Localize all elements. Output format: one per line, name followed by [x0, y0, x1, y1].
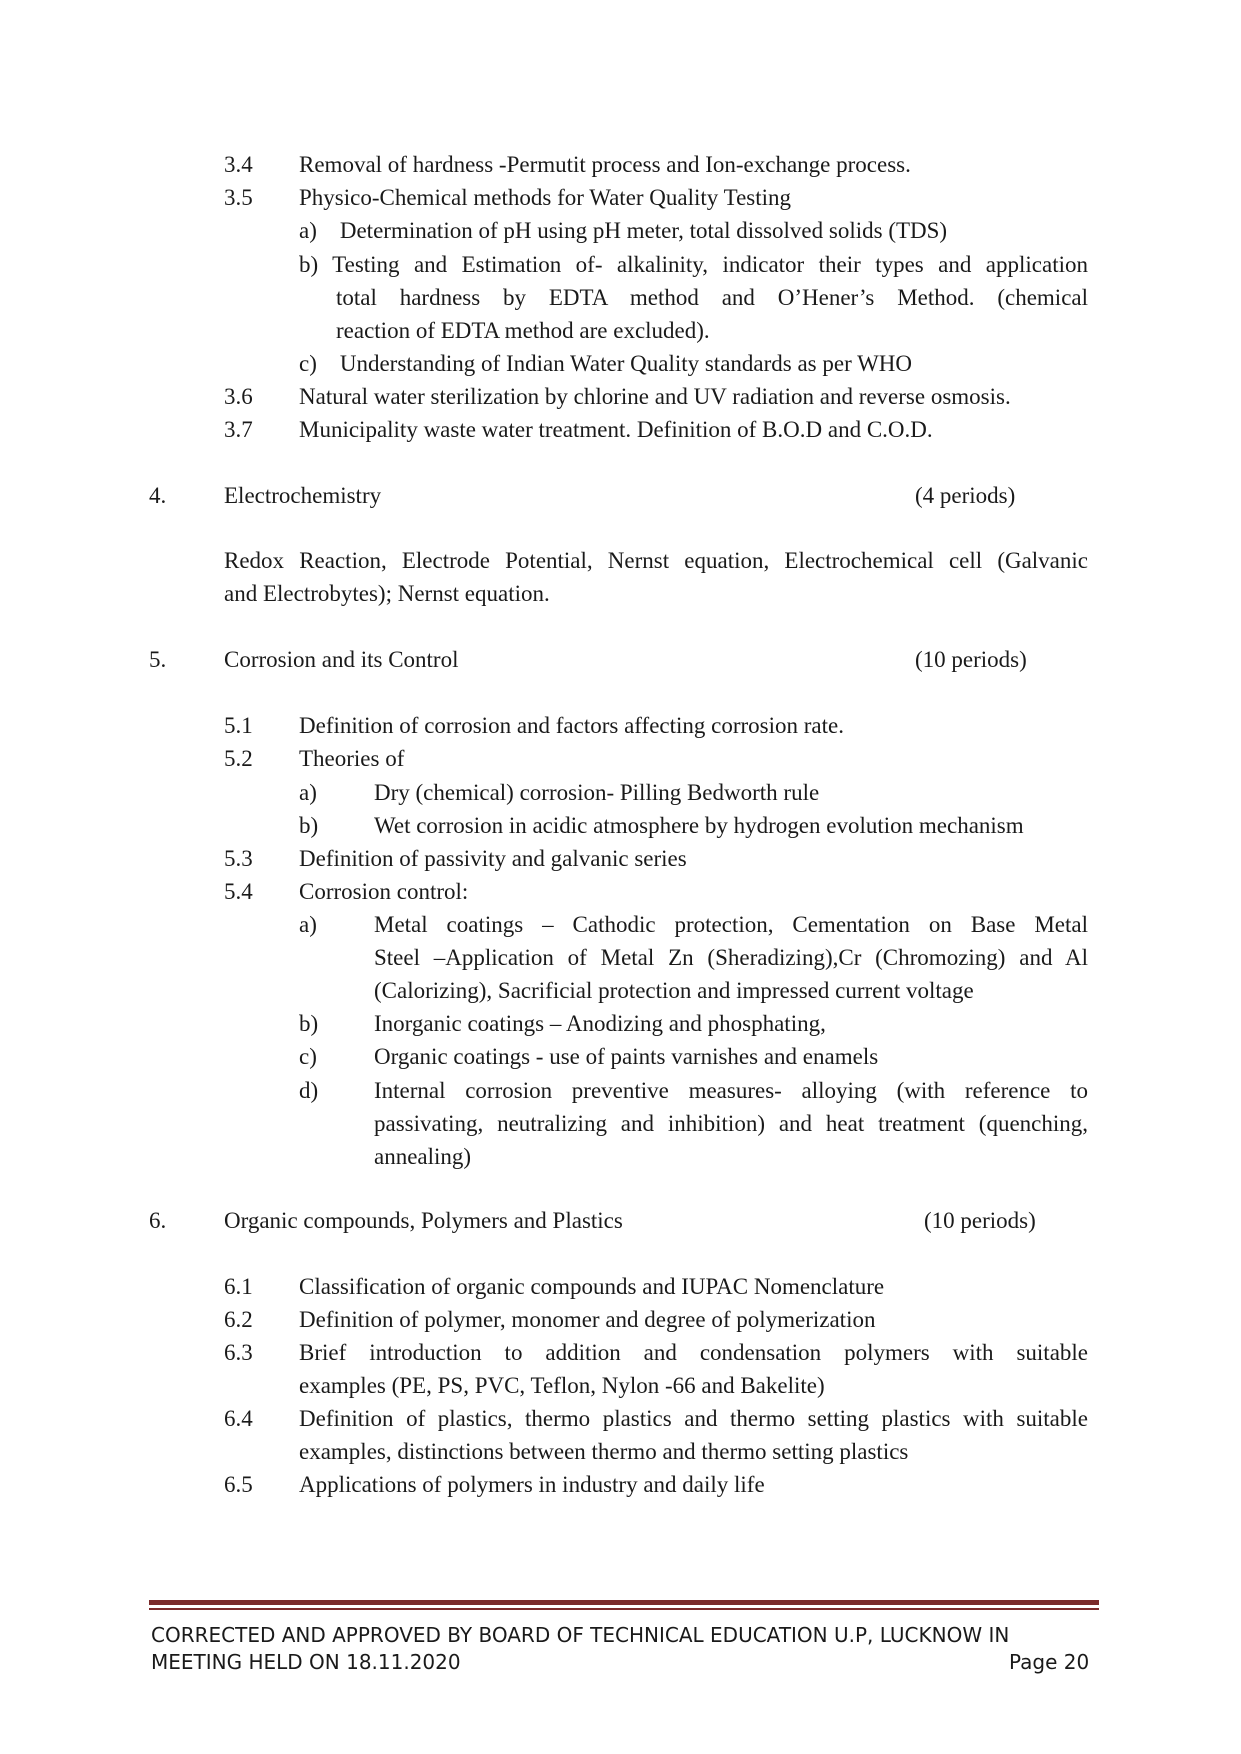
section-periods: (10 periods)	[915, 647, 1027, 672]
item-num: 3.6	[224, 384, 253, 409]
item-text: Physico-Chemical methods for Water Quality Testing	[299, 185, 792, 210]
section-num: 6.	[149, 1208, 167, 1233]
subitem-text: Inorganic coatings – Anodizing and phosphating,	[374, 1011, 826, 1036]
subitem-text: a) Determination of pH using pH meter, total dissolved solids (TDS)	[299, 218, 948, 243]
item-text: Definition of polymer, monomer and degree of polymerization	[299, 1307, 876, 1332]
footer-meeting-line: MEETING HELD ON 18.11.2020	[151, 1650, 461, 1674]
subitem-text: c) Understanding of Indian Water Quality standards as per WHO	[299, 351, 913, 376]
subitem-letter: a)	[299, 780, 317, 805]
footer-rule-thin	[149, 1608, 1099, 1610]
item-text: Municipality waste water treatment. Definition of B.O.D and C.O.D.	[299, 417, 933, 442]
subitem-text: Internal corrosion preventive measures- alloying (with reference to	[374, 1078, 1088, 1103]
section-title: Organic compounds, Polymers and Plastics	[224, 1208, 623, 1233]
subitem-text: reaction of EDTA method are excluded).	[336, 318, 710, 343]
item-num: 5.3	[224, 846, 253, 871]
subitem-text: Metal coatings – Cathodic protection, Cementation on Base Metal	[374, 912, 1088, 937]
subitem-text: Organic coatings - use of paints varnishes and enamels	[374, 1044, 879, 1069]
subitem-text: total hardness by EDTA method and O’Hener’s Method. (chemical	[336, 285, 1088, 310]
item-text: Definition of passivity and galvanic series	[299, 846, 687, 871]
section-title: Corrosion and its Control	[224, 647, 459, 672]
paragraph-line: Redox Reaction, Electrode Potential, Nernst equation, Electrochemical cell (Galvanic	[224, 548, 1088, 573]
item-text: Definition of plastics, thermo plastics and thermo setting plastics with suitable	[299, 1406, 1088, 1431]
item-text: Natural water sterilization by chlorine and UV radiation and reverse osmosis.	[299, 384, 1011, 409]
section-num: 4.	[149, 483, 167, 508]
item-num: 6.5	[224, 1472, 253, 1497]
paragraph-line: and Electrobytes); Nernst equation.	[224, 581, 550, 606]
footer-approval-line: CORRECTED AND APPROVED BY BOARD OF TECHNICAL EDUCATION U.P, LUCKNOW IN	[151, 1623, 1010, 1647]
subitem-text: passivating, neutralizing and inhibition) and heat treatment (quenching,	[374, 1111, 1088, 1136]
item-text: Theories of	[299, 746, 405, 771]
item-text: Applications of polymers in industry and daily life	[299, 1472, 765, 1497]
item-text: Definition of corrosion and factors affecting corrosion rate.	[299, 713, 844, 738]
subitem-letter: b)	[299, 813, 319, 838]
section-num: 5.	[149, 647, 167, 672]
subitem-letter: c)	[299, 1044, 317, 1069]
item-text: Removal of hardness -Permutit process and Ion-exchange process.	[299, 152, 911, 177]
item-num: 5.1	[224, 713, 253, 738]
subitem-text: Wet corrosion in acidic atmosphere by hydrogen evolution mechanism	[374, 813, 1024, 838]
section-periods: (10 periods)	[924, 1208, 1036, 1233]
item-text: examples (PE, PS, PVC, Teflon, Nylon -66 and Bakelite)	[299, 1373, 825, 1398]
item-text: Corrosion control:	[299, 879, 469, 904]
item-num: 6.3	[224, 1340, 253, 1365]
section-title: Electrochemistry	[224, 483, 382, 508]
item-text: Brief introduction to addition and condensation polymers with suitable	[299, 1340, 1088, 1365]
item-num: 5.2	[224, 746, 253, 771]
section-periods: (4 periods)	[915, 483, 1016, 508]
page-number: Page 20	[1009, 1650, 1090, 1674]
item-num: 3.5	[224, 185, 253, 210]
subitem-text: annealing)	[374, 1144, 472, 1169]
item-num: 5.4	[224, 879, 253, 904]
subitem-text: b) Testing and Estimation of- alkalinity, indicator their types and application	[299, 252, 1088, 277]
item-text: examples, distinctions between thermo and thermo setting plastics	[299, 1439, 909, 1464]
subitem-letter: b)	[299, 1011, 319, 1036]
subitem-letter: a)	[299, 912, 317, 937]
subitem-letter: d)	[299, 1078, 319, 1103]
item-num: 3.7	[224, 417, 253, 442]
item-num: 3.4	[224, 152, 253, 177]
subitem-text: Dry (chemical) corrosion- Pilling Bedworth rule	[374, 780, 820, 805]
subitem-text: (Calorizing), Sacrificial protection and impressed current voltage	[374, 978, 974, 1003]
item-num: 6.4	[224, 1406, 253, 1431]
subitem-text: Steel –Application of Metal Zn (Sheradizing),Cr (Chromozing) and Al	[374, 945, 1088, 970]
item-text: Classification of organic compounds and IUPAC Nomenclature	[299, 1274, 885, 1299]
footer-rule	[149, 1600, 1099, 1605]
item-num: 6.1	[224, 1274, 253, 1299]
item-num: 6.2	[224, 1307, 253, 1332]
